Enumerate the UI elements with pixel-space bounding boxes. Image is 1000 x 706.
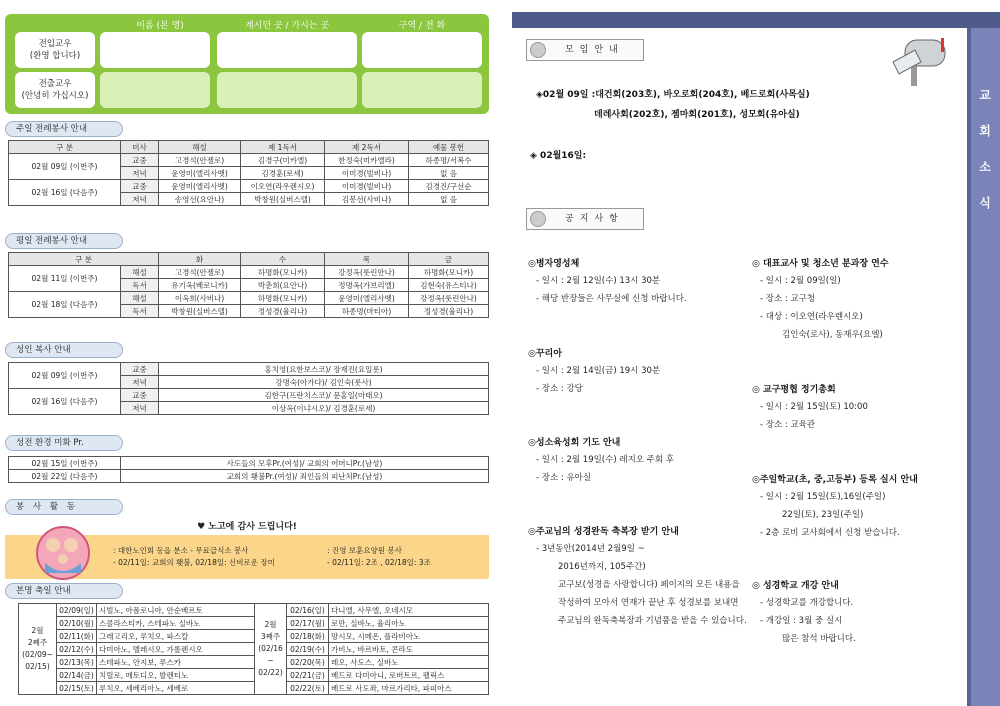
table-cell: 김경진/구선순 xyxy=(409,180,489,193)
table-cell: 이상옥(이냐시오)/ 김경훈(로세) xyxy=(159,402,489,415)
table-cell: 고경석(안젤로) xyxy=(159,266,241,279)
table-cell: 고경석(안젤로) xyxy=(159,154,241,167)
notice-line: - 개강일 : 3월 중 실시 xyxy=(760,616,843,626)
table-cell: 저녁 xyxy=(121,167,159,180)
thanks-heading: ♥ 노고에 감사 드립니다! xyxy=(5,519,489,535)
notice-line: 많은 참석 바랍니다. xyxy=(782,634,856,644)
date-cell: 02월 09일 (이번주) xyxy=(9,363,121,389)
outgoing-name-cell xyxy=(100,72,210,108)
table-cell: 교중 xyxy=(121,154,159,167)
thanks-line: - 02/11일: 교회의 횃불, 02/18일: 신비로운 장미 xyxy=(113,558,275,567)
table-cell: 홍치영(요한보스코)/ 장재진(요일롯) xyxy=(159,363,489,376)
table-cell: 해설 xyxy=(121,292,159,305)
notice-line: 교구보(성경을 사랑합니다) 페이지의 모든 내용을 xyxy=(558,580,740,590)
meeting-title-text: 모임안내 xyxy=(565,45,624,55)
feast-date: 02/22(토) xyxy=(287,682,329,695)
header-bar xyxy=(512,12,1000,28)
col-header: 제 1독서 xyxy=(241,141,325,154)
table-cell: 강명숙(아가다)/ 김인숙(룻사) xyxy=(159,376,489,389)
table-cell: 박창원(실버스텔) xyxy=(241,193,325,206)
table-cell: 하종명(마티아) xyxy=(325,305,409,318)
incoming-label-line1: 전입교우 xyxy=(38,39,72,49)
week-label xyxy=(19,604,57,695)
table-cell: 윤영미(엘리사벳) xyxy=(159,167,241,180)
feast-names: 베드로 다미아니, 로버트르, 펠릭스 xyxy=(329,669,489,682)
feast-names: 루치오, 세베리아노, 세베로 xyxy=(97,682,255,695)
adult-server-section-title: 성인 복사 안내 xyxy=(5,342,123,358)
notice-line: 작성하여 모아서 연재가 끝난 후 성경보를 보내면 xyxy=(558,598,739,608)
week-label-line: 2월 xyxy=(264,620,277,629)
week-label-line: 2째주 xyxy=(27,638,48,647)
table-cell: 독서 xyxy=(121,305,159,318)
notice-title: ◎병자영성체 xyxy=(528,259,580,269)
table-cell: 김한구(프란치스코)/ 문홍일(마태오) xyxy=(159,389,489,402)
person-icon xyxy=(530,211,546,227)
feast-names: 시빌노, 아폴로니아, 안순베르토 xyxy=(97,604,255,617)
notice-line: - 일시 : 2월 15일(토),16일(주일) xyxy=(760,492,886,502)
table-cell: 박춘희(요안나) xyxy=(241,279,325,292)
feast-date: 02/19(수) xyxy=(287,643,329,656)
member-transfer-box xyxy=(5,14,489,114)
feast-date: 02/20(목) xyxy=(287,656,329,669)
notice-line: 2016년까지, 105주간) xyxy=(558,562,646,572)
feast-date: 02/14(금) xyxy=(57,669,97,682)
table-cell: 윤영미(엘리사벳) xyxy=(325,292,409,305)
date-cell: 02월 18일 (다음주) xyxy=(9,292,121,318)
date-cell: 02월 11일 (이번주) xyxy=(9,266,121,292)
table-cell: 하명화(모니카) xyxy=(409,266,489,279)
family-illustration-icon xyxy=(23,523,103,581)
table-cell: 교중 xyxy=(121,363,159,376)
sunday-table xyxy=(8,140,489,206)
col-header: 화 xyxy=(159,253,241,266)
meeting-section-title xyxy=(526,39,644,61)
notice-line: - 일시 : 2월 15일(토) 10:00 xyxy=(760,402,868,412)
week-label xyxy=(255,604,287,695)
outgoing-place-cell xyxy=(217,72,357,108)
notice-line: - 일시 : 2월 12일(수) 13시 30분 xyxy=(536,276,661,286)
outgoing-district-cell xyxy=(362,72,482,108)
week-label-line: (02/16 xyxy=(258,644,283,653)
col-header: 금 xyxy=(409,253,489,266)
notice-title: ◎ 교구평협 정기총회 xyxy=(752,385,836,395)
header-place: 계시던 곳 / 가시는 곳 xyxy=(244,21,330,31)
week-label-line: 02/15) xyxy=(25,662,50,671)
table-cell: 독서 xyxy=(121,279,159,292)
thanks-line: - 02/11일: 2조 , 02/18일: 3조 xyxy=(327,558,431,567)
date-cell: 02월 22일 (다음주) xyxy=(9,470,121,483)
feast-names: 치릴로, 메토디오, 발렌티노 xyxy=(97,669,255,682)
table-cell: 박창원(실버스텔) xyxy=(159,305,241,318)
weekday-table xyxy=(8,252,489,318)
weekday-section-title: 평일 전례봉사 안내 xyxy=(5,233,123,249)
feast-date: 02/13(목) xyxy=(57,656,97,669)
feast-names: 다니엘, 사무엘, 오네시모 xyxy=(329,604,489,617)
col-header: 구 분 xyxy=(9,253,159,266)
col-header: 구 분 xyxy=(9,141,121,154)
feast-date: 02/11(화) xyxy=(57,630,97,643)
notice-title: ◎ 성경학교 개강 안내 xyxy=(752,581,839,591)
table-cell: 이옥희(사비나) xyxy=(159,292,241,305)
left-page xyxy=(0,0,490,706)
feast-date: 02/16(일) xyxy=(287,604,329,617)
table-cell: 하명화(모니카) xyxy=(241,292,325,305)
sunday-section-title: 주일 전례봉사 안내 xyxy=(5,121,123,137)
feast-date: 02/09(일) xyxy=(57,604,97,617)
notice-line: - 장소 : 유아실 xyxy=(536,473,592,483)
notice-line: - 일시 : 2월 09일(일) xyxy=(760,276,841,286)
table-cell: 김경훈(로세) xyxy=(241,167,325,180)
notice-line: - 장소 : 교육관 xyxy=(760,420,816,430)
notice-line: 주교님의 완독축복장과 기념품을 받을 수 있습니다. xyxy=(558,616,747,626)
table-cell: 김현숙(유스티나) xyxy=(409,279,489,292)
side-label-char: 교 xyxy=(979,88,991,102)
mailbox-icon xyxy=(887,32,957,88)
notice-line: - 장소 : 교구청 xyxy=(760,294,816,304)
date-cell: 02월 09일 (이번주) xyxy=(9,154,121,180)
date-cell: 02월 15일 (이번주) xyxy=(9,457,121,470)
feast-date: 02/18(화) xyxy=(287,630,329,643)
col-header: 목 xyxy=(325,253,409,266)
date-cell: 02월 16일 (다음주) xyxy=(9,180,121,206)
env-table xyxy=(8,456,489,483)
table-cell: 저녁 xyxy=(121,193,159,206)
feast-names: 스콜라스티카, 스테파노 실바노 xyxy=(97,617,255,630)
notice-title: ◎주일학교(초, 중,고등부) 등록 실시 안내 xyxy=(752,475,918,485)
side-label-char: 소 xyxy=(979,160,991,174)
notice-line: - 일시 : 2월 14일(금) 19시 30분 xyxy=(536,366,661,376)
feast-date: 02/21(금) xyxy=(287,669,329,682)
notice-line: - 일시 : 2월 19일(수) 레지오 주회 후 xyxy=(536,455,675,465)
feast-names: 그레고리오, 루치오, 파스칼 xyxy=(97,630,255,643)
header-name: 이름 (본 명) xyxy=(136,21,184,31)
table-cell: 윤영미(엘리사벳) xyxy=(159,180,241,193)
table-cell: 하종명/서복수 xyxy=(409,154,489,167)
table-cell: 유기옥(베로니카) xyxy=(159,279,241,292)
feast-date: 02/12(수) xyxy=(57,643,97,656)
thanks-left-col xyxy=(113,545,275,569)
feast-date: 02/15(토) xyxy=(57,682,97,695)
outgoing-label xyxy=(15,72,95,108)
incoming-district-cell xyxy=(362,32,482,68)
notice-line: 22일(토), 23일(주일) xyxy=(782,510,864,520)
table-cell: 해설 xyxy=(121,266,159,279)
week-label-line: 2월 xyxy=(31,626,44,635)
table-cell: 사도들의 모후Pr.(여성)/ 교회의 어머니Pr.(남성) xyxy=(121,457,489,470)
week-label-line: 02/22) xyxy=(258,668,283,677)
notice-title: ◎주교님의 성경완독 축복장 받기 안내 xyxy=(528,527,679,537)
notice-section-title xyxy=(526,208,644,230)
table-cell: 없 음 xyxy=(409,167,489,180)
incoming-place-cell xyxy=(217,32,357,68)
right-page xyxy=(512,0,1000,706)
feast-date: 02/17(월) xyxy=(287,617,329,630)
thanks-line: : 대한노인회 동읍 분소 - 무료급식소 봉사 xyxy=(113,546,249,555)
notice-line: - 2층 로비 교사회에서 신청 받습니다. xyxy=(760,528,900,538)
table-cell: 김경구(미카엘) xyxy=(241,154,325,167)
person-icon xyxy=(530,42,546,58)
col-header: 제 2독서 xyxy=(325,141,409,154)
table-cell: 이미경(빌비나) xyxy=(325,180,409,193)
feast-table xyxy=(18,603,489,695)
adult-server-table xyxy=(8,362,489,415)
table-cell: 없 음 xyxy=(409,193,489,206)
thanks-right-col xyxy=(327,545,431,569)
feast-names: 다미아노, 멜레시오, 가롤렌시오 xyxy=(97,643,255,656)
col-header: 미사 xyxy=(121,141,159,154)
notice-title: ◎ 대표교사 및 청소년 분과장 연수 xyxy=(752,259,889,269)
week-label-line: 3째주 xyxy=(260,632,281,641)
table-cell: 강정옥(룻린안나) xyxy=(409,292,489,305)
feast-names: 로만, 실바노, 율리아노 xyxy=(329,617,489,630)
env-section-title: 성전 환경 미화 Pr. xyxy=(5,435,123,451)
col-header: 예물 봉헌 xyxy=(409,141,489,154)
table-cell: 정성경(율리나) xyxy=(241,305,325,318)
outgoing-label-line2: (안녕히 가십시오) xyxy=(21,91,89,101)
table-cell: 교회의 횃불Pr.(여성)/ 죄인들의 피난처Pr.(남성) xyxy=(121,470,489,483)
incoming-label-line2: (환영 합니다) xyxy=(29,51,81,61)
col-header: 수 xyxy=(241,253,325,266)
table-cell: 저녁 xyxy=(121,376,159,389)
notice-line: 김인숙(로사), 동재우(요엘) xyxy=(782,330,883,340)
meeting-line: ◈02월 09일 :대건회(203호), 바오로회(204호), 베드로회(사목실) xyxy=(536,90,810,100)
notice-title-text: 공지사항 xyxy=(565,214,624,224)
notice-title: ◎성소육성회 기도 안내 xyxy=(528,438,621,448)
table-cell: 교중 xyxy=(121,389,159,402)
thanks-box xyxy=(5,519,489,579)
table-cell: 김봉선(사비나) xyxy=(325,193,409,206)
feast-names: 망시모, 시메온, 플라비아노 xyxy=(329,630,489,643)
table-cell: 이오연(라우렌시오) xyxy=(241,180,325,193)
service-section-title: 봉 사 활 동 xyxy=(5,499,123,515)
notice-line: - 3년동안(2014년 2월9일 ~ xyxy=(536,544,645,554)
week-label-line: ~ xyxy=(267,656,274,665)
notice-line: - 대상 : 이오연(라우렌시오) xyxy=(760,312,863,322)
notice-line: - 장소 : 강당 xyxy=(536,384,583,394)
date-cell: 02월 16일 (다음주) xyxy=(9,389,121,415)
notice-title: ◎꾸리아 xyxy=(528,349,562,359)
notice-line: - 성경학교를 개강합니다. xyxy=(760,598,854,608)
header-district: 구역 / 전 화 xyxy=(398,21,446,31)
table-cell: 송영선(요안나) xyxy=(159,193,241,206)
feast-section-title: 본명 축일 안내 xyxy=(5,583,123,599)
table-cell: 교중 xyxy=(121,180,159,193)
col-header: 해설 xyxy=(159,141,241,154)
meeting-line: ◈ 02월16일: xyxy=(530,151,587,161)
notice-line: - 해당 반장들은 사무실에 신청 바랍니다. xyxy=(536,294,687,304)
feast-date: 02/10(월) xyxy=(57,617,97,630)
meeting-line: 데레사회(202호), 젬마회(201호), 성모회(유아실) xyxy=(594,110,800,120)
feast-names: 베드로 사도좌, 마르가리타, 파피아스 xyxy=(329,682,489,695)
side-label-char: 식 xyxy=(979,196,991,210)
table-cell: 하명화(모니카) xyxy=(241,266,325,279)
table-cell: 저녁 xyxy=(121,402,159,415)
feast-names: 레오, 사도스, 실바노 xyxy=(329,656,489,669)
incoming-name-cell xyxy=(100,32,210,68)
week-label-line: (02/09~ xyxy=(22,650,53,659)
table-cell: 이미경(빌비나) xyxy=(325,167,409,180)
table-cell: 정명옥(가브리엘) xyxy=(325,279,409,292)
incoming-label xyxy=(15,32,95,68)
table-cell: 한정숙(미카엘라) xyxy=(325,154,409,167)
feast-names: 가비노, 바르바토, 콘라도 xyxy=(329,643,489,656)
thanks-line: : 진영 보훈요양원 봉사 xyxy=(327,546,402,555)
table-cell: 강정옥(룻린안나) xyxy=(325,266,409,279)
table-cell: 정성경(율리나) xyxy=(409,305,489,318)
side-label-char: 회 xyxy=(979,124,991,138)
outgoing-label-line1: 전출교우 xyxy=(38,79,72,89)
feast-names: 스테파노, 안지보, 푸스카 xyxy=(97,656,255,669)
